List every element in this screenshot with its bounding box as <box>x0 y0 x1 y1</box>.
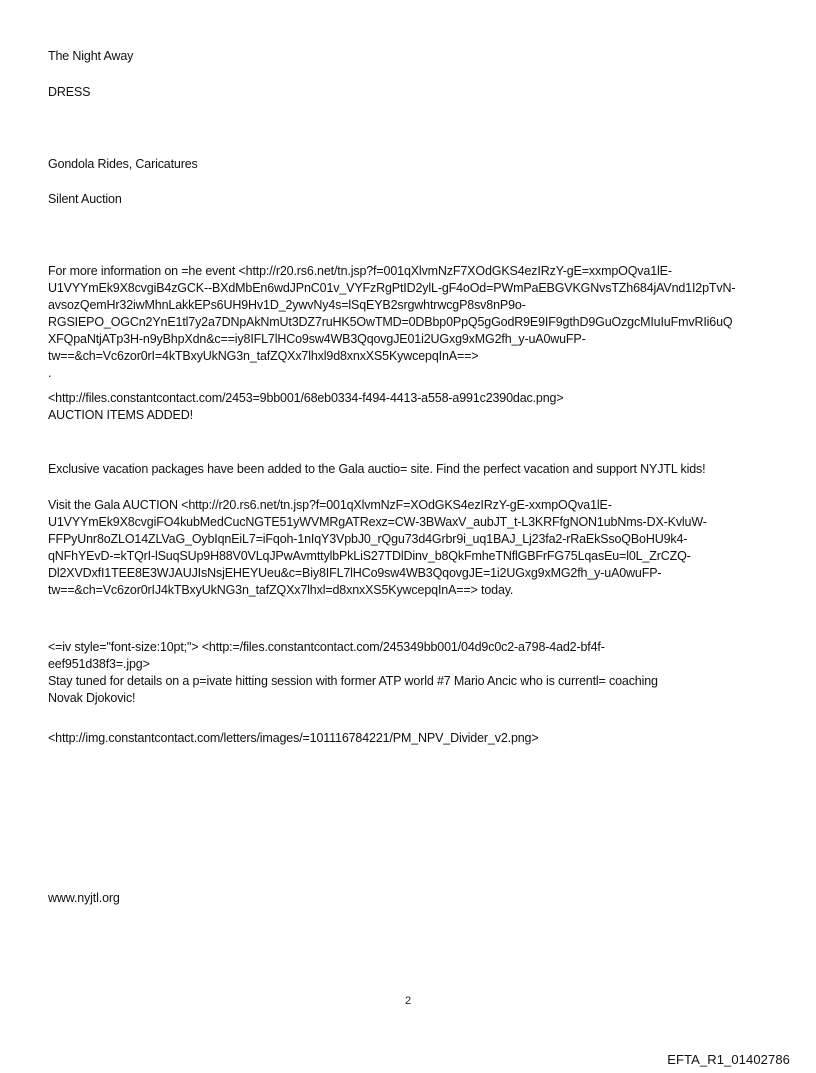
auction-image-section <box>48 390 773 424</box>
exclusive-paragraph <box>48 461 773 478</box>
activities-line <box>48 156 773 173</box>
more-info-line: XFQpaNtjATp3H-n9yBhpXdn&c==iy8IFL7lHCo9sw4WB3QqovgJE01i2UGxg9xMG2fh_y-uA0wuFP- <box>48 332 586 346</box>
visit-auction-line: Visit the Gala AUCTION <http://r20.rs6.net/tn.jsp?f=001qXlvmNzF=XOdGKS4ezIRzY-gE-xxmpOQva1lE- <box>48 498 612 512</box>
more-info-paragraph <box>48 263 773 382</box>
auction-image-url: <http://files.constantcontact.com/2453=9bb001/68eb0334-f494-4413-a558-a991c2390dac.png> <box>48 391 564 405</box>
visit-auction-line: tw==&ch=Vc6zor0rIJ4kTBxyUkNG3n_tafZQXx7lhxl=d8xnxXS5KywcepqInA==> today. <box>48 583 514 597</box>
dress-text: DRESS <box>48 85 91 99</box>
website-text: www.nyjtl.org <box>48 891 120 905</box>
visit-auction-line: Dl2XVDxfI1TEE8E3WJAUJIsNsjEHEYUeu&c=Biy8IFL7lHCo9sw4WB3QqovgJE=1i2UGxg9xMG2fh_y-uA0wuFP- <box>48 566 662 580</box>
activities-text: Gondola Rides, Caricatures <box>48 157 198 171</box>
silent-auction-text: Silent Auction <box>48 192 122 206</box>
dress-label <box>48 84 773 101</box>
hitting-session-line: Stay tuned for details on a p=ivate hitting session with former ATP world #7 Mario Ancic who is currentl= coaching <box>48 674 658 688</box>
exclusive-text: Exclusive vacation packages have been added to the Gala auctio= site. Find the perfect vacation and support NYJTL kids! <box>48 462 706 476</box>
visit-auction-line: qNFhYEvD-=kTQrI-lSuqSUp9H88V0VLqJPwAvmttylbPkLiS27TDlDinv_b8QkFmheTNflGBFrFG75LqasEu=l0L_ZrCZQ- <box>48 549 691 563</box>
hitting-session-paragraph <box>48 639 773 707</box>
hitting-session-line: eef951d38f3=.jpg> <box>48 657 150 671</box>
event-title <box>48 48 773 65</box>
divider-image-line <box>48 730 773 747</box>
more-info-line: avsozQemHr32iwMhnLakkEPs6UH9Hv1D_2ywvNy4s=lSqEYB2srgwhtrwcgP8sv8nP9o- <box>48 298 526 312</box>
more-info-line: U1VYYmEk9X8cvgiB4zGCK--BXdMbEn6wdJPnC01v_VYFzRgPtID2ylL-gF4oOd=PWmPaEBGVKGNvsTZh684jAVnd1I2pTvN- <box>48 281 736 295</box>
website-line <box>48 890 773 907</box>
visit-auction-paragraph <box>48 497 773 599</box>
auction-items-heading: AUCTION ITEMS ADDED! <box>48 408 193 422</box>
silent-auction-line <box>48 191 773 208</box>
divider-image-url: <http://img.constantcontact.com/letters/images/=101116784221/PM_NPV_Divider_v2.png> <box>48 731 539 745</box>
more-info-line: tw==&ch=Vc6zor0rI=4kTBxyUkNG3n_tafZQXx7lhxl9d8xnxXS5KywcepqInA==> <box>48 349 479 363</box>
document-id-stamp: EFTA_R1_01402786 <box>667 1052 790 1067</box>
more-info-line: RGSIEPO_OGCn2YnE1tl7y2a7DNpAkNmUt3DZ7ruHK5OwTMD=0DBbp0PpQ5gGodR9E9IF9gthD9GuOzgcMIuIuFmvRIi6uQ <box>48 315 733 329</box>
more-info-line: For more information on =he event <http://r20.rs6.net/tn.jsp?f=001qXlvmNzF7XOdGKS4ezIRzY-gE=xxmpOQva1lE- <box>48 264 672 278</box>
page-number: 2 <box>404 995 412 1007</box>
visit-auction-line: FFPyUnr8oZLO14ZLVaG_OybIqnEiL7=iFqoh-1nIqY3VpbJ0_rQgu73d4Grbr9i_uq1BAJ_Lj23fa2-rRaEkSsoQBoHU9k4- <box>48 532 688 546</box>
hitting-session-line: Novak Djokovic! <box>48 691 136 705</box>
hitting-session-line: <=iv style="font-size:10pt;"> <http:=/files.constantcontact.com/245349bb001/04d9c0c2-a798-4ad2-bf4f- <box>48 640 605 654</box>
visit-auction-line: U1VYYmEk9X8cvgiFO4kubMedCucNGTE51yWVMRgATRexz=CW-3BWaxV_aubJT_t-L3KRFfgNON1ubNms-DX-KvluW- <box>48 515 707 529</box>
event-title-text: The Night Away <box>48 49 134 63</box>
more-info-dot: . <box>48 366 52 380</box>
